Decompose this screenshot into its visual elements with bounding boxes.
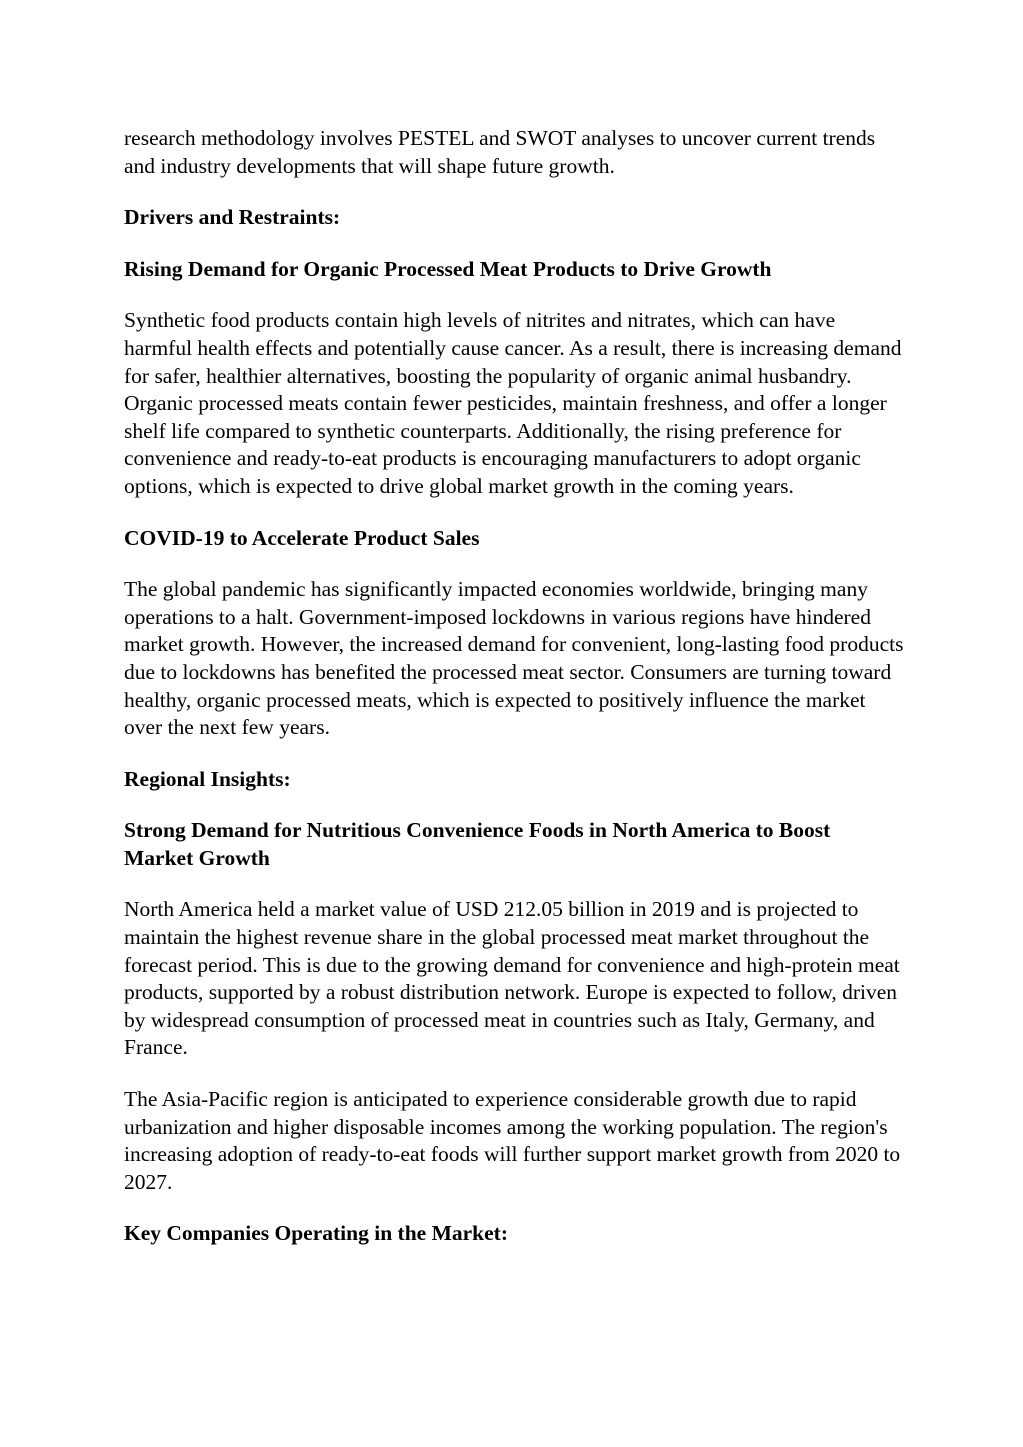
document-page	[124, 125, 904, 1272]
organic-demand-paragraph: Synthetic food products contain high levels of nitrites and nitrates, which can have harmful health effects and potentially cause cancer. As a result, there is increasing demand for safer, healthier alternatives, boosting the popularity of organic animal husbandry. Organic processed meats contain fewer pesticides, maintain freshness, and offer a longer shelf life compared to synthetic counterparts. Additionally, the rising preference for convenience and ready-to-eat products is encouraging manufacturers to adopt organic options, which is expected to drive global market growth in the coming years.	[124, 308, 902, 498]
covid-heading: COVID-19 to Accelerate Product Sales	[124, 525, 480, 550]
north-america-paragraph: North America held a market value of USD 212.05 billion in 2019 and is projected to maintain the highest revenue share in the global processed meat market throughout the forecast period. This is due to the growing demand for convenience and high-protein meat products, supported by a robust distribution network. Europe is expected to follow, driven by widespread consumption of processed meat in countries such as Italy, Germany, and France.	[124, 897, 900, 1060]
intro-paragraph: research methodology involves PESTEL and SWOT analyses to uncover current trends and industry developments that will shape future growth.	[124, 126, 876, 178]
regional-insights-heading: Regional Insights:	[124, 766, 291, 791]
asia-pacific-paragraph: The Asia-Pacific region is anticipated to experience considerable growth due to rapid urbanization and higher disposable incomes among the working population. The region's increasing adoption of ready-to-eat foods will further support market growth from 2020 to 2027.	[124, 1087, 901, 1194]
key-companies-heading: Key Companies Operating in the Market:	[124, 1221, 508, 1246]
drivers-restraints-heading: Drivers and Restraints:	[124, 205, 341, 230]
north-america-heading: Strong Demand for Nutritious Convenience Foods in North America to Boost Market Growth	[124, 818, 831, 870]
covid-paragraph: The global pandemic has significantly impacted economies worldwide, bringing many operations to a halt. Government-imposed lockdowns in various regions have hindered market growth. However, the increased demand for convenient, long-lasting food products due to lockdowns has benefited the processed meat sector. Consumers are turning toward healthy, organic processed meats, which is expected to positively influence the market over the next few years.	[124, 577, 904, 740]
organic-demand-heading: Rising Demand for Organic Processed Meat Products to Drive Growth	[124, 256, 772, 281]
